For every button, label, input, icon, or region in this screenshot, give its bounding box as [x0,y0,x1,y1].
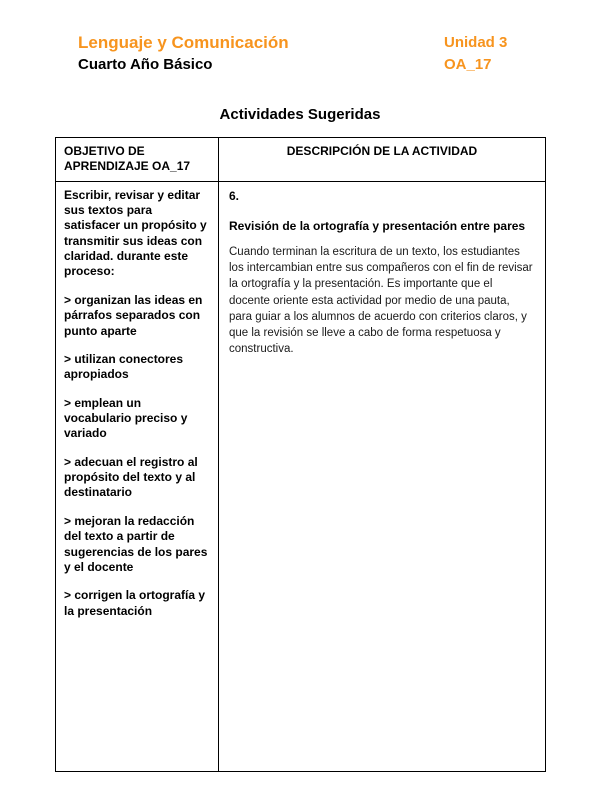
activity-column-header: DESCRIPCIÓN DE LA ACTIVIDAD [219,138,545,182]
unit-label: Unidad 3 [444,34,508,51]
objective-item-3: > emplean un vocabulario preciso y variado [64,395,188,441]
table-header-row [56,138,545,182]
activity-cell [219,182,545,771]
activity-number: 6. [229,188,240,203]
grade-level: Cuarto Año Básico [78,55,213,73]
objective-cell [56,182,219,771]
page-header [0,0,600,76]
header-right [444,32,522,76]
objective-column-header: OBJETIVO DE APRENDIZAJE OA_17 [56,138,219,182]
objective-item-2: > utilizan conectores apropiados [64,351,184,382]
activities-table [55,137,546,772]
page-title: Actividades Sugeridas [219,105,381,123]
activity-title: Revisión de la ortografía y presentación entre pares [229,219,526,234]
header-left [78,32,289,76]
objective-item-1: > organizan las ideas en párrafos separados con punto aparte [64,292,203,338]
objective-item-5: > mejoran la redacción del texto a partir de sugerencias de los pares y el docente [64,513,208,574]
subject-title: Lenguaje y Comunicación [78,33,289,52]
activity-description: Cuando terminan la escritura de un texto, los estudiantes los intercambian entre sus compañeros con el fin de revisar la ortografía y la presentación. Es importante que el docente oriente esta actividad por medio de una pauta, para guiar a los alumnos de acuerdo con criterios claros, y que la revisión se lleve a cabo de forma respetuosa y constructiva. [229,246,533,355]
objective-item-4: > adecuan el registro al propósito del texto y al destinatario [64,454,198,500]
oa-code: OA_17 [444,55,492,73]
table-body-row [56,182,545,771]
objective-intro: Escribir, revisar y editar sus textos para satisfacer un propósito y transmitir sus ideas con claridad. durante este proceso: [64,187,207,279]
objective-item-6: > corrigen la ortografía y la presentación [64,588,206,618]
